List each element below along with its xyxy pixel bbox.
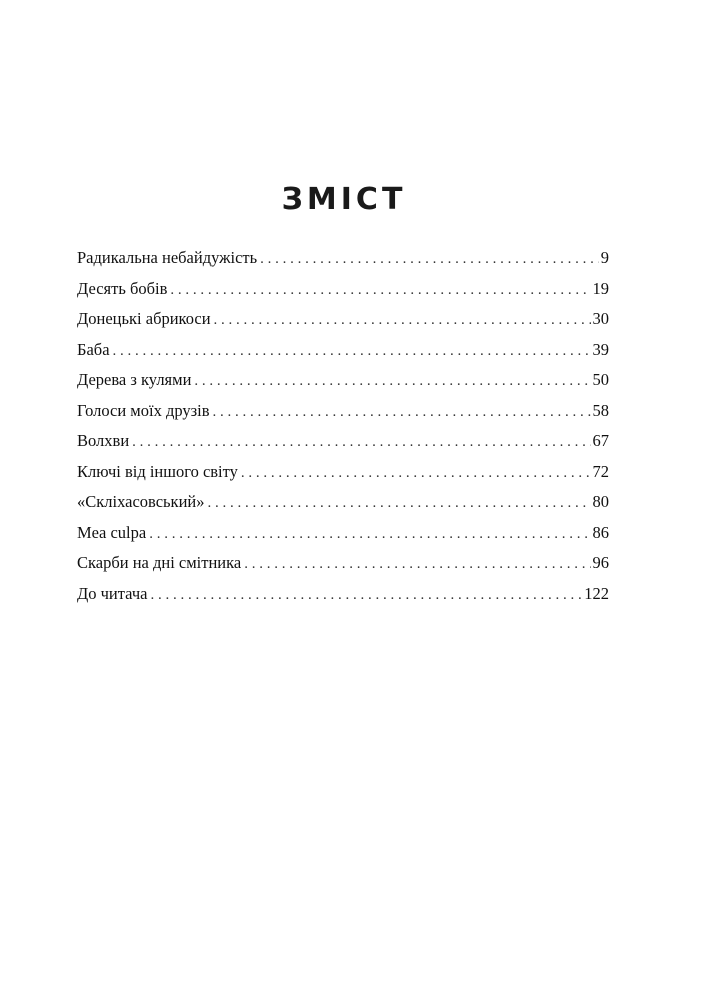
toc-entry-title: Радикальна небайдужість — [77, 248, 258, 267]
toc-entry-title: До читача — [77, 583, 148, 603]
toc-title: ЗМІСТ — [281, 182, 407, 217]
toc-entry-title: Баба — [77, 339, 110, 359]
dot-leader — [208, 488, 591, 519]
toc-entry-page: 122 — [584, 583, 609, 603]
dot-leader — [170, 275, 590, 306]
toc-entry[interactable] — [77, 335, 609, 366]
toc-entry-page: 96 — [592, 553, 609, 572]
toc-entry[interactable] — [77, 579, 609, 610]
dot-leader — [213, 397, 591, 428]
toc-entry-page: 50 — [592, 370, 609, 389]
toc-entry-page: 39 — [592, 339, 609, 359]
dot-leader — [149, 519, 590, 550]
toc-entry-title: Донецькі абрикоси — [77, 309, 211, 328]
toc-entry-title: Десять бобів — [77, 278, 168, 298]
dot-leader — [150, 580, 582, 611]
toc-entry-title: Голоси моїх друзів — [77, 400, 210, 420]
dot-leader — [241, 458, 591, 489]
toc-entry-page: 58 — [592, 400, 609, 420]
toc-entry-page: 67 — [592, 431, 609, 450]
toc-entry[interactable] — [77, 365, 609, 396]
dot-leader — [214, 305, 591, 336]
toc-entry[interactable] — [77, 487, 609, 518]
toc-entry-title: Ключі від іншого світу — [77, 461, 238, 481]
toc-entry[interactable] — [77, 396, 609, 427]
dot-leader — [260, 244, 599, 275]
toc-entry-title: «Скліхасовський» — [77, 492, 205, 511]
toc-entry[interactable] — [77, 304, 609, 335]
toc-entry[interactable] — [77, 274, 609, 305]
toc-entry[interactable] — [77, 548, 609, 579]
toc-entry-title: Дерева з кулями — [77, 370, 192, 389]
toc-entry-page: 30 — [592, 309, 609, 328]
toc-entry-title: Mea culpa — [77, 522, 147, 542]
dot-leader — [132, 427, 590, 458]
toc-entry[interactable] — [77, 457, 609, 488]
toc-entry-page: 80 — [592, 492, 609, 511]
toc-entry-page: 19 — [592, 278, 609, 298]
dot-leader — [194, 366, 590, 397]
toc-entry[interactable] — [77, 518, 609, 549]
toc-entry[interactable] — [77, 426, 609, 457]
toc-entry-page: 72 — [592, 461, 609, 481]
toc-list — [77, 243, 609, 609]
dot-leader — [113, 336, 591, 367]
toc-entry-title: Скарби на дні смітника — [77, 553, 242, 572]
toc-entry-title: Волхви — [77, 431, 130, 450]
toc-entry-page: 86 — [592, 522, 609, 542]
dot-leader — [244, 549, 590, 580]
toc-entry-page: 9 — [600, 248, 609, 267]
toc-entry[interactable] — [77, 243, 609, 274]
